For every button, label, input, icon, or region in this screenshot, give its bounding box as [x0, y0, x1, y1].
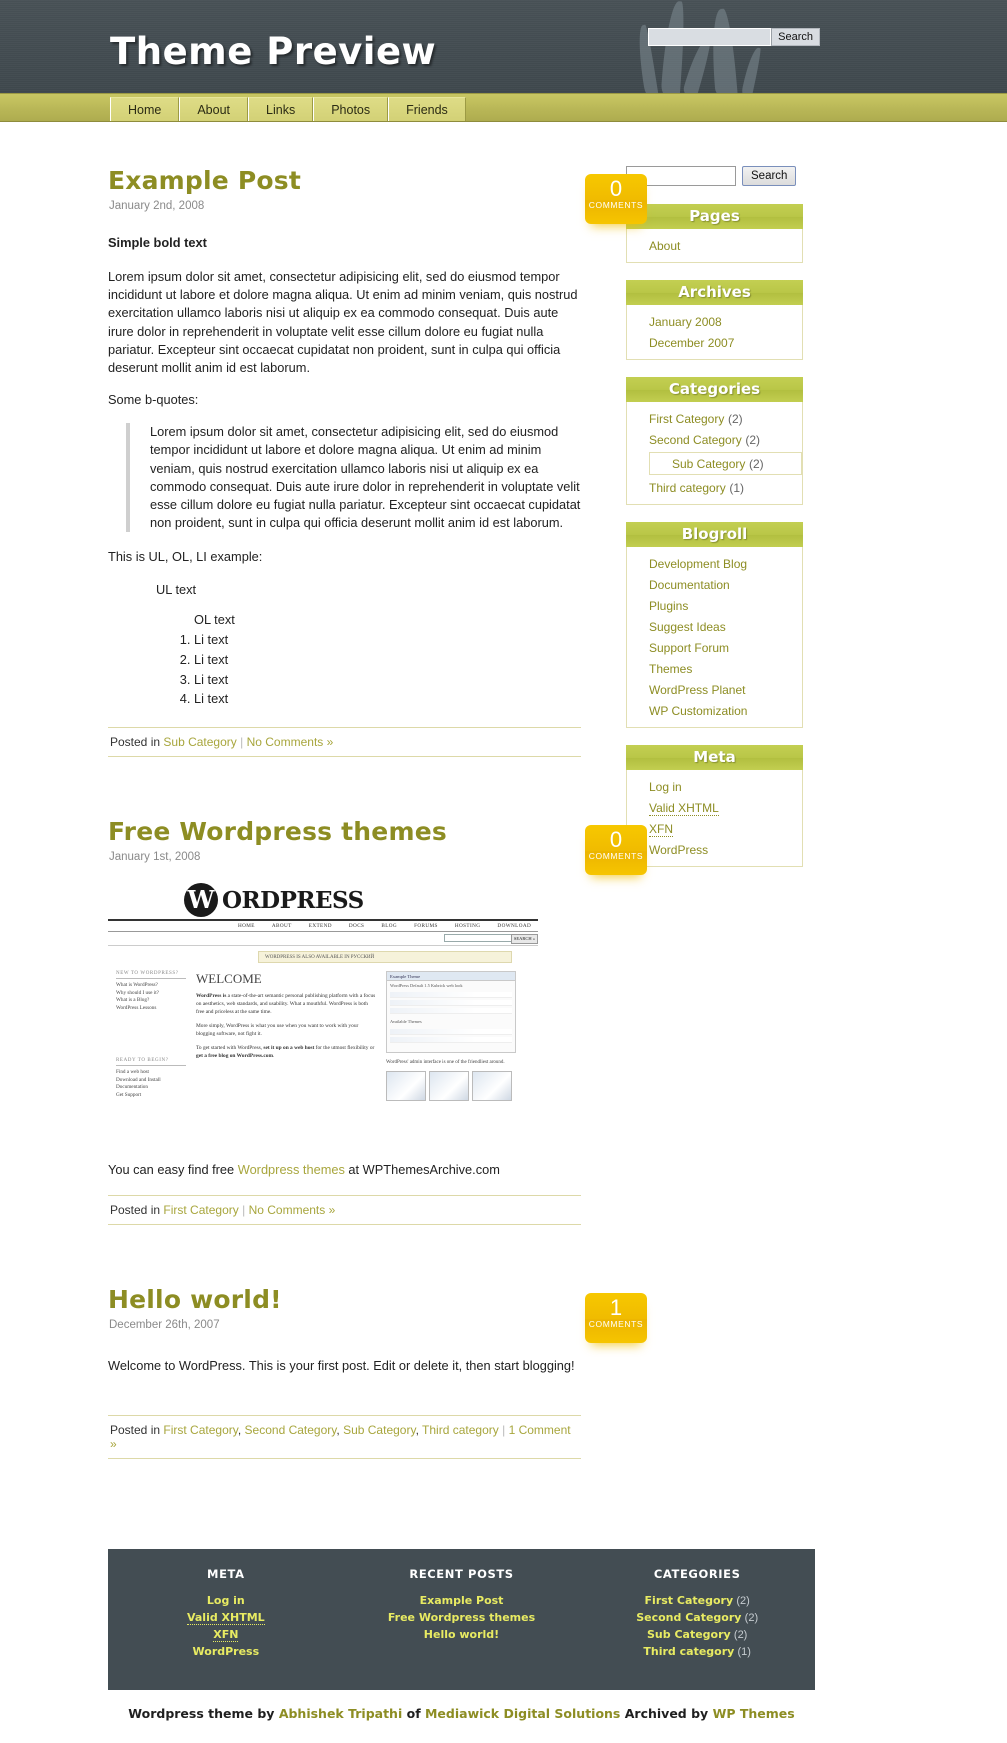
credit-archiver-link[interactable]: WP Themes [712, 1706, 795, 1722]
wp-left-column [108, 971, 186, 1101]
list-item [108, 1628, 344, 1641]
list-item [627, 839, 802, 860]
wordpress-wordmark: ORDPRESS [222, 887, 364, 915]
post-meta [108, 727, 581, 757]
demo-ordered-list [156, 630, 581, 709]
wp-nav-item: EXTEND [308, 923, 332, 930]
list-item: 2. Li text [194, 650, 581, 670]
footer-heading: META [207, 1567, 245, 1582]
post-category-link[interactable]: Sub Category [163, 735, 237, 750]
comma: , [415, 1423, 419, 1438]
sidebar-link[interactable]: Valid XHTML [649, 801, 719, 815]
list-item [627, 637, 802, 658]
wp-nav-item: DOCS [348, 923, 365, 930]
wp-available-themes: Available Themes [390, 1019, 422, 1025]
wp-sidebar-link: What is WordPress? [116, 982, 158, 989]
list-item [108, 1611, 344, 1624]
wp-sidebar-link: Get Support [116, 1091, 142, 1098]
wp-paragraph-2: More simply, WordPress is what you use when you want to work with your blogging software, not fight it. [196, 1023, 359, 1038]
nav-item-links[interactable]: Links [248, 97, 313, 121]
list-item [344, 1611, 580, 1624]
sidebar-link[interactable]: Support Forum [649, 641, 730, 655]
sidebar-link[interactable]: January 2008 [649, 315, 722, 329]
post-date: December 26th, 2007 [109, 1319, 220, 1332]
wp-center-column [186, 971, 386, 1101]
sidebar-link[interactable]: WordPress Planet [649, 683, 746, 697]
wp-para3-bold2: get a free blog on WordPress.com [196, 1053, 273, 1060]
demo-list [108, 580, 581, 600]
ul-text-item: UL text [156, 582, 197, 598]
wp-nav-item: DOWNLOAD [497, 923, 532, 930]
header-search-button[interactable]: Search [771, 28, 820, 46]
wp-language-notice: WORDPRESS IS ALSO AVAILABLE IN РУССКИЙ [258, 951, 512, 963]
footer-link[interactable]: Free Wordpress themes [387, 1611, 536, 1625]
post-comments-link[interactable]: No Comments » [248, 1203, 336, 1218]
wp-para3-bold1: set it up on a web host [263, 1045, 315, 1052]
demo-ordered-wrapper [108, 630, 581, 709]
meta-separator: | [502, 1423, 506, 1438]
post-meta [108, 1415, 581, 1459]
item-count: (1) [729, 481, 744, 495]
post-example-post [108, 166, 644, 757]
credit-author-link[interactable]: Abhishek Tripathi [278, 1706, 403, 1722]
list-item [108, 1594, 344, 1607]
widget-pages [626, 204, 803, 263]
list-item [579, 1594, 815, 1607]
post-body [108, 1357, 581, 1375]
post-header [108, 817, 644, 864]
list-item [579, 1611, 815, 1624]
nav-item-friends[interactable]: Friends [388, 97, 466, 121]
footer-link[interactable]: Hello world! [423, 1628, 500, 1642]
wp-para3-after: . [272, 1053, 275, 1060]
footer-link[interactable]: Third category [643, 1645, 735, 1659]
wp-para3-before: To get started with WordPress, [196, 1045, 264, 1052]
post-title[interactable]: Hello world! [108, 1285, 282, 1315]
wp-thumbnail-row [386, 1071, 516, 1101]
header-search-input[interactable] [648, 28, 771, 46]
item-count: (2) [744, 1612, 759, 1625]
wp-sidebar-link: Documentation [116, 1084, 148, 1091]
item-count: (2) [749, 457, 764, 471]
list-item: 1. Li text [194, 630, 581, 650]
footer-column-categories [579, 1567, 815, 1662]
post-quote-intro: Some b-quotes: [108, 392, 199, 408]
post-category-link[interactable]: Second Category [244, 1423, 337, 1438]
credit-company-link[interactable]: Mediawick Digital Solutions [424, 1706, 621, 1722]
comment-count-number: 0 [609, 176, 623, 201]
caption-before: You can easy find free [108, 1162, 238, 1178]
header-search-form [648, 28, 820, 46]
wp-box-subtitle: WordPress Default 1.5 Kubrick web look [390, 983, 463, 989]
caption-link[interactable]: Wordpress themes [237, 1162, 345, 1178]
footer-heading: CATEGORIES [653, 1567, 741, 1582]
footer-list [108, 1594, 344, 1658]
footer-link[interactable]: Valid XHTML [186, 1611, 265, 1625]
wp-paragraph-3 [196, 1044, 376, 1060]
caption-after: at WPThemesArchive.com [344, 1162, 500, 1178]
list-item [627, 311, 802, 332]
list-item: 4. Li text [194, 689, 581, 709]
site-header [0, 0, 1007, 93]
footer-list [344, 1594, 580, 1641]
sidebar-link[interactable]: Plugins [649, 599, 689, 613]
widget-list [626, 770, 803, 867]
footer-link[interactable]: WordPress [192, 1645, 260, 1659]
widget-list [626, 305, 803, 360]
post-date: January 2nd, 2008 [109, 200, 205, 212]
widget-list [626, 229, 803, 263]
list-item [579, 1628, 815, 1641]
list-item [627, 574, 802, 595]
list-item [627, 429, 802, 450]
widget-meta [626, 745, 803, 867]
wp-sidebar-link: Why should I use it? [116, 989, 159, 996]
footer-link[interactable]: First Category [644, 1594, 734, 1608]
sidebar-link[interactable]: Second Category [649, 433, 742, 447]
list-item [344, 1628, 580, 1641]
comment-count-number: 1 [609, 1295, 623, 1321]
list-item [627, 658, 802, 679]
comment-count-label: COMMENTS [588, 200, 644, 210]
wp-theme-preview-box [386, 971, 516, 1053]
footer-column-meta [108, 1567, 344, 1662]
comment-count-badge[interactable] [585, 174, 647, 224]
list-item: 3. Li text [194, 670, 581, 690]
meta-separator: | [242, 1203, 246, 1218]
list-item [627, 595, 802, 616]
posted-in-label: Posted in [110, 1423, 161, 1438]
sidebar-link[interactable]: Documentation [649, 578, 730, 592]
list-item [627, 332, 802, 353]
wp-welcome-heading: WELCOME [196, 971, 262, 987]
post-list-intro: This is UL, OL, LI example: [108, 549, 263, 565]
list-item [627, 477, 802, 498]
sidebar-search-form [626, 166, 803, 186]
list-item [627, 408, 802, 429]
widget-categories [626, 377, 803, 505]
list-item [627, 700, 802, 721]
sidebar-link[interactable]: Sub Category [672, 457, 746, 471]
comment-count-badge[interactable] [585, 825, 647, 875]
post-title[interactable]: Free Wordpress themes [108, 817, 447, 847]
sidebar-search-button[interactable]: Search [742, 166, 796, 186]
post-paragraph: Lorem ipsum dolor sit amet, consectetur adipisicing elit, sed do eiusmod tempor incididunt ut labore et dolore magna aliqua. Ut enim ad minim veniam, quis nostrud exercitation ullamco laboris nisi ut aliquip ex ea commodo consequat. Duis aute irure dolor in reprehenderit in voluptate velit esse cillum dolore eu fugiat nulla pariatur. Excepteur sint occaecat cupidatat non proident, sunt in culpa qui officia deserunt mollit anim id est laborum. [108, 269, 578, 375]
wp-nav-item: HOSTING [454, 923, 481, 930]
post-caption [108, 1162, 581, 1177]
wp-para-text: a state-of-the-art semantic personal publishing platform with a focus on aesthetics, web standards, and usability. What a mouthful. WordPress is both free and priceless at the same time. [196, 993, 376, 1016]
wp-logo-row [108, 881, 538, 921]
list-item [344, 1594, 580, 1607]
list-item [627, 679, 802, 700]
blockquote-text: Lorem ipsum dolor sit amet, consectetur adipisicing elit, sed do eiusmod tempor incididunt ut labore et dolore magna aliqua. Ut enim ad minim veniam, quis nostrud exercitation ullamco laboris nisi ut aliquip ex ea commodo consequat. Duis aute irure dolor in reprehenderit in voluptate velit esse cillum dolore eu fugiat nulla pariatur. Excepteur sint occaecat cupidatat non proident, sunt in culpa qui officia deserunt mollit anim id est laborum. [150, 424, 581, 531]
widget-title: Categories [626, 377, 803, 402]
post-category-link[interactable]: First Category [163, 1423, 238, 1438]
post-category-link[interactable]: First Category [163, 1203, 239, 1218]
list-item [627, 797, 802, 818]
wp-searchbar [108, 932, 538, 946]
post-meta [108, 1195, 581, 1225]
comma: , [237, 1423, 242, 1438]
credit-part-1: Wordpress theme by [128, 1706, 279, 1722]
wp-screenshot-caption: WordPress' admin interface is one of the friendliest around. [386, 1060, 505, 1066]
wp-paragraph-1 [196, 992, 376, 1016]
post-category-link[interactable]: Sub Category [343, 1423, 416, 1438]
posted-in-label: Posted in [110, 1203, 161, 1218]
wp-thumbnail [429, 1071, 469, 1101]
wp-sidebar-link: WordPress Lessons [116, 1004, 157, 1011]
sidebar [626, 166, 803, 884]
wp-box-title: Example Theme [387, 972, 515, 981]
item-count: (2) [745, 433, 761, 447]
post-header [108, 166, 644, 212]
sidebar-link[interactable]: WP Customization [649, 704, 748, 718]
wp-search-button: SEARCH » [511, 934, 538, 944]
list-item [108, 1645, 344, 1658]
post-date: January 1st, 2008 [109, 851, 201, 864]
footer-link[interactable]: Second Category [636, 1611, 742, 1625]
comma: , [336, 1423, 340, 1438]
list-item [627, 818, 802, 839]
comment-count-label: COMMENTS [588, 1319, 644, 1330]
sidebar-link[interactable]: December 2007 [649, 336, 735, 350]
list-item [627, 616, 802, 637]
list-item-nested [649, 452, 802, 475]
post-header [108, 1285, 644, 1332]
wp-thumbnail [472, 1071, 512, 1101]
sidebar-link[interactable]: Suggest Ideas [649, 620, 726, 634]
footer-link[interactable]: XFN [213, 1628, 239, 1642]
footer-list [579, 1594, 815, 1658]
post-comments-link[interactable]: No Comments » [246, 735, 334, 750]
footer-link[interactable]: Example Post [419, 1594, 504, 1608]
widget-title: Meta [626, 745, 803, 770]
post-hello-world [108, 1285, 644, 1459]
sidebar-link[interactable]: Themes [649, 662, 693, 676]
widget-list [626, 402, 803, 505]
widget-title: Archives [626, 280, 803, 305]
post-free-wordpress-themes [108, 817, 644, 1225]
widget-archives [626, 280, 803, 360]
site-footer [108, 1549, 815, 1690]
nav-item-about[interactable]: About [179, 97, 248, 121]
wp-nav-item: FORUMS [414, 923, 438, 930]
list-item [627, 235, 802, 256]
widget-title: Pages [626, 204, 803, 229]
wp-sidebar-link: Download and Install [116, 1076, 161, 1083]
sidebar-link[interactable]: XFN [649, 822, 673, 836]
ol-text-item: OL text [194, 612, 235, 628]
footer-column-recent-posts [344, 1567, 580, 1662]
sidebar-link[interactable]: Log in [649, 780, 682, 794]
nav-item-home[interactable]: Home [110, 97, 179, 121]
wp-nav-item: BLOG [381, 923, 398, 930]
footer-link[interactable]: Sub Category [647, 1628, 731, 1642]
main-content [108, 166, 644, 1519]
wp-sidebar-heading: READY TO BEGIN? [116, 1058, 186, 1066]
wp-nav-item: HOME [238, 923, 255, 930]
post-bold-lead: Simple bold text [108, 235, 207, 250]
nav-item-photos[interactable]: Photos [313, 97, 388, 121]
wp-search-field [444, 934, 516, 942]
site-title: Theme Preview [110, 30, 437, 73]
list-item [579, 1645, 815, 1658]
wordpress-homepage-screenshot [108, 881, 538, 1146]
post-category-link[interactable]: Third category [422, 1423, 499, 1438]
post-blockquote [126, 423, 581, 532]
wp-thumbnail [386, 1071, 426, 1101]
widget-blogroll [626, 522, 803, 728]
credit-part-3: Archived by [620, 1706, 713, 1722]
post-body [108, 234, 581, 709]
widget-title: Blogroll [626, 522, 803, 547]
meta-separator: | [240, 735, 244, 750]
wp-nav-item: ABOUT [271, 923, 292, 930]
comment-count-number: 0 [609, 827, 623, 853]
comment-count-label: COMMENTS [588, 851, 644, 862]
list-item [627, 553, 802, 574]
sidebar-link[interactable]: WordPress [649, 843, 709, 857]
post-paragraph: Welcome to WordPress. This is your first post. Edit or delete it, then start blogging! [108, 1358, 575, 1374]
sidebar-link[interactable]: Third category [649, 481, 726, 495]
post-title[interactable]: Example Post [108, 166, 301, 195]
wp-main-area [108, 963, 538, 1101]
footer-heading: RECENT POSTS [409, 1567, 514, 1582]
comment-count-badge[interactable] [585, 1293, 647, 1343]
post-featured-image[interactable] [108, 881, 581, 1146]
wp-sidebar-link: Find a web host [116, 1069, 149, 1076]
sidebar-link[interactable]: First Category [649, 412, 725, 426]
theme-credit [108, 1690, 815, 1743]
post-comments-link[interactable]: 1 Comment » [110, 1423, 571, 1452]
item-count: (2) [733, 1629, 748, 1642]
wp-sidebar-link: What is a Blog? [116, 997, 150, 1004]
main-navigation [0, 93, 1007, 122]
wp-right-column [386, 971, 516, 1101]
wp-para3-mid: for the utmost flexibility or [314, 1045, 375, 1052]
wordpress-logo-icon: W [184, 883, 218, 917]
wp-sidebar-heading: NEW TO WORDPRESS? [116, 971, 186, 979]
list-item [627, 776, 802, 797]
wp-para-bold: WordPress is [196, 993, 227, 1000]
sidebar-link[interactable]: Development Blog [649, 557, 748, 571]
item-count: (1) [737, 1646, 751, 1659]
credit-part-2: of [402, 1706, 425, 1722]
wp-navbar [108, 921, 538, 932]
widget-list [626, 547, 803, 728]
item-count: (2) [736, 1595, 750, 1608]
posted-in-label: Posted in [110, 735, 161, 750]
item-count: (2) [727, 412, 743, 426]
sidebar-link[interactable]: About [649, 239, 681, 253]
footer-link[interactable]: Log in [206, 1594, 245, 1608]
